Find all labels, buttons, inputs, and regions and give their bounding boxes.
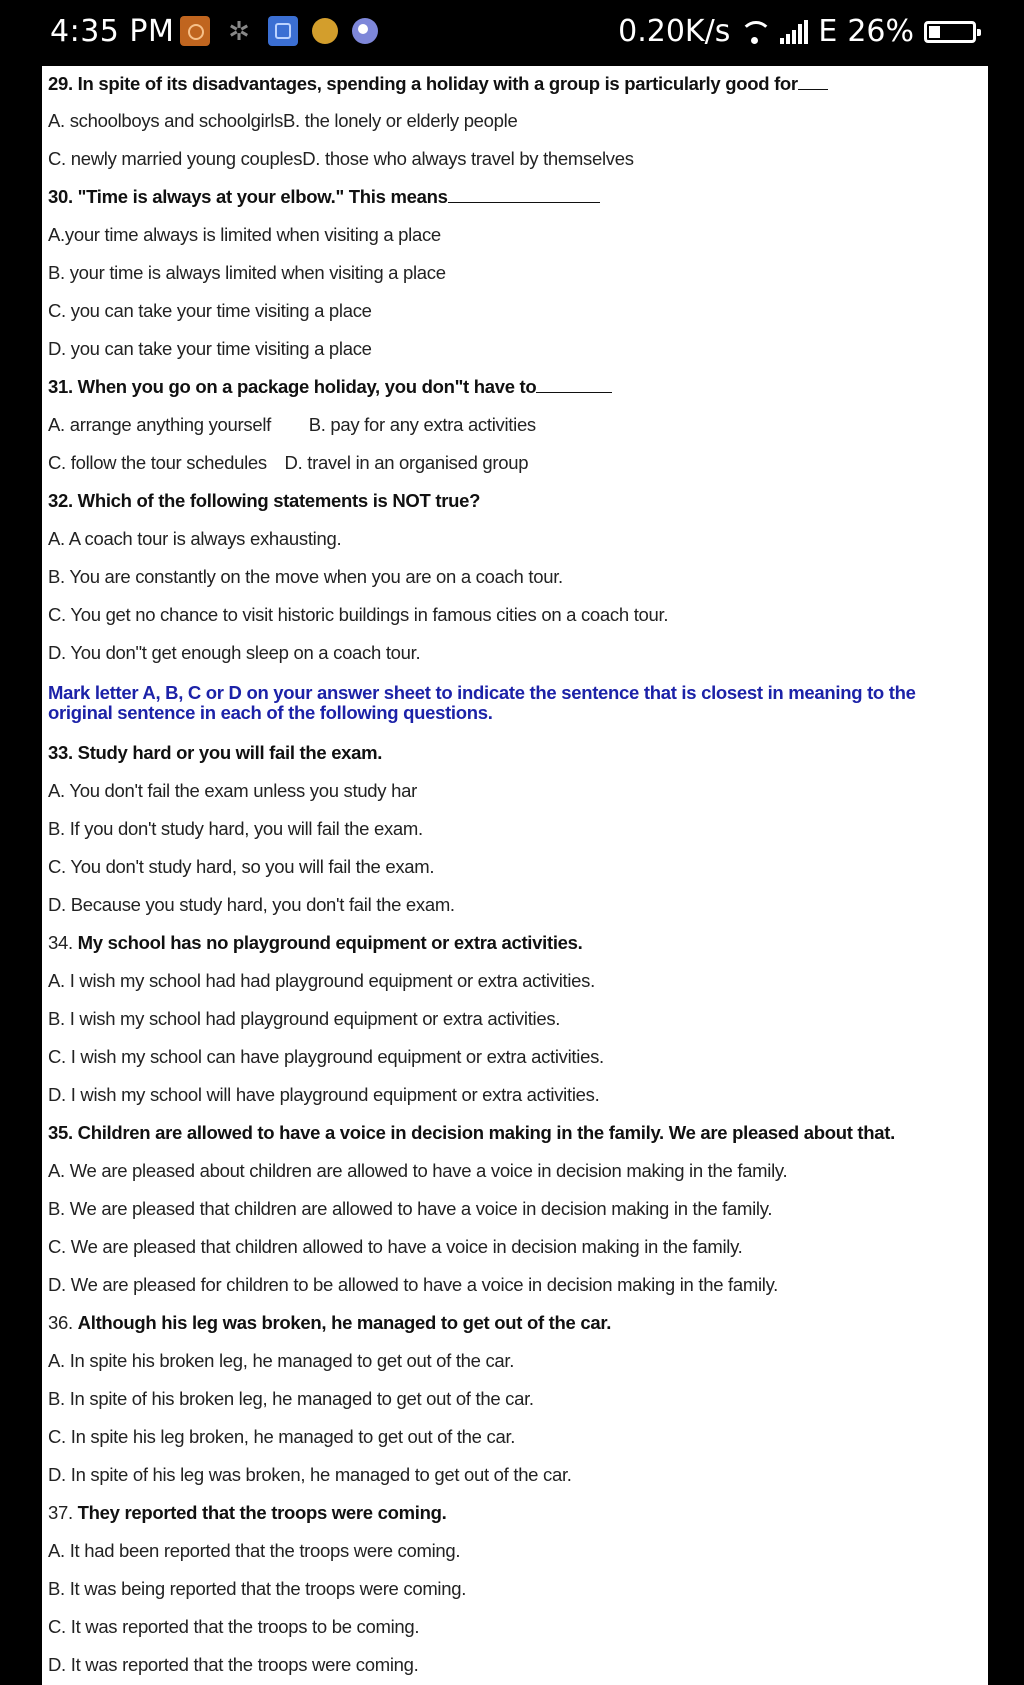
option-line: D. Because you study hard, you don't fail the exam. bbox=[48, 894, 455, 915]
question-title bbox=[48, 1312, 611, 1334]
question-title: 30. "Time is always at your elbow." This means bbox=[48, 186, 600, 208]
question-title: 29. In spite of its disadvantages, spending a holiday with a group is particularly good for bbox=[48, 73, 828, 95]
option-c: C. follow the tour schedules bbox=[48, 452, 267, 473]
option-d: D. travel in an organised group bbox=[284, 452, 529, 473]
system-status bbox=[618, 14, 976, 49]
signal-icon bbox=[780, 20, 808, 44]
battery-icon bbox=[924, 21, 976, 43]
option-b: B. pay for any extra activities bbox=[308, 414, 536, 435]
option-line: C. We are pleased that children allowed to have a voice in decision making in the family. bbox=[48, 1236, 743, 1257]
option-line: D. In spite of his leg was broken, he managed to get out of the car. bbox=[48, 1464, 572, 1485]
option-line: B. In spite of his broken leg, he managed to get out of the car. bbox=[48, 1388, 534, 1409]
option-line: C. you can take your time visiting a place bbox=[48, 300, 372, 321]
option-line: A. I wish my school had had playground equipment or extra activities. bbox=[48, 970, 595, 991]
option-line: D. I wish my school will have playground equipment or extra activities. bbox=[48, 1084, 600, 1105]
status-time: 4:35 PM bbox=[50, 14, 175, 49]
question-title bbox=[48, 932, 583, 954]
question-number: 34. bbox=[48, 932, 73, 953]
option-line: D. you can take your time visiting a place bbox=[48, 338, 372, 359]
option-line: A. You don't fail the exam unless you study har bbox=[48, 780, 417, 801]
option-line: C. You don't study hard, so you will fail the exam. bbox=[48, 856, 435, 877]
option-line: C. newly married young couplesD. those who always travel by themselves bbox=[48, 148, 634, 169]
app-badge-icon bbox=[312, 18, 338, 44]
option-line: B. If you don't study hard, you will fail the exam. bbox=[48, 818, 423, 839]
question-text: Although his leg was broken, he managed to get out of the car. bbox=[77, 1312, 612, 1333]
document-page bbox=[42, 66, 988, 1685]
question-number: 36. bbox=[48, 1312, 73, 1333]
net-speed: 0.20K/s bbox=[618, 14, 731, 49]
question-text: My school has no playground equipment or extra activities. bbox=[77, 932, 583, 953]
notification-icons bbox=[180, 16, 378, 46]
option-line: B. your time is always limited when visiting a place bbox=[48, 262, 446, 283]
option-line bbox=[48, 452, 528, 474]
option-line: D. You don"t get enough sleep on a coach tour. bbox=[48, 642, 421, 663]
wifi-icon bbox=[740, 19, 770, 45]
option-line bbox=[48, 414, 536, 436]
question-title: 31. When you go on a package holiday, you don"t have to bbox=[48, 376, 612, 398]
bug-icon: ✲ bbox=[228, 16, 250, 46]
option-line: A. schoolboys and schoolgirlsB. the lonely or elderly people bbox=[48, 110, 518, 131]
app-notification-icon bbox=[180, 16, 210, 46]
section-instruction: Mark letter A, B, C or D on your answer sheet to indicate the sentence that is closest in meaning to the original sentence in each of the following questions. bbox=[48, 682, 916, 723]
question-title bbox=[48, 1502, 446, 1524]
option-line: A. We are pleased about children are allowed to have a voice in decision making in the family. bbox=[48, 1160, 788, 1181]
battery-percent: 26% bbox=[847, 14, 914, 49]
option-line: A.your time always is limited when visiting a place bbox=[48, 224, 441, 245]
option-a: A. arrange anything yourself bbox=[48, 414, 271, 435]
option-line: C. I wish my school can have playground equipment or extra activities. bbox=[48, 1046, 604, 1067]
option-line: A. In spite his broken leg, he managed to get out of the car. bbox=[48, 1350, 515, 1371]
option-line: A. It had been reported that the troops were coming. bbox=[48, 1540, 461, 1561]
question-text: They reported that the troops were coming. bbox=[77, 1502, 447, 1523]
option-line: D. We are pleased for children to be allowed to have a voice in decision making in the family. bbox=[48, 1274, 779, 1295]
question-title: 32. Which of the following statements is NOT true? bbox=[48, 490, 481, 511]
status-bar bbox=[0, 0, 1024, 66]
option-line: D. It was reported that the troops were coming. bbox=[48, 1654, 419, 1675]
option-line: B. I wish my school had playground equipment or extra activities. bbox=[48, 1008, 561, 1029]
option-line: B. You are constantly on the move when you are on a coach tour. bbox=[48, 566, 563, 587]
screenshot-app-icon bbox=[268, 16, 298, 46]
option-line: A. A coach tour is always exhausting. bbox=[48, 528, 342, 549]
option-line: C. It was reported that the troops to be coming. bbox=[48, 1616, 420, 1637]
option-line: B. We are pleased that children are allowed to have a voice in decision making in the family. bbox=[48, 1198, 773, 1219]
messenger-icon bbox=[352, 18, 378, 44]
network-type: E bbox=[818, 14, 838, 49]
question-title: 33. Study hard or you will fail the exam. bbox=[48, 742, 383, 763]
option-line: C. You get no chance to visit historic buildings in famous cities on a coach tour. bbox=[48, 604, 669, 625]
question-title: 35. Children are allowed to have a voice in decision making in the family. We are pleased about that. bbox=[48, 1122, 895, 1143]
option-line: B. It was being reported that the troops were coming. bbox=[48, 1578, 467, 1599]
question-number: 37. bbox=[48, 1502, 73, 1523]
option-line: C. In spite his leg broken, he managed to get out of the car. bbox=[48, 1426, 516, 1447]
